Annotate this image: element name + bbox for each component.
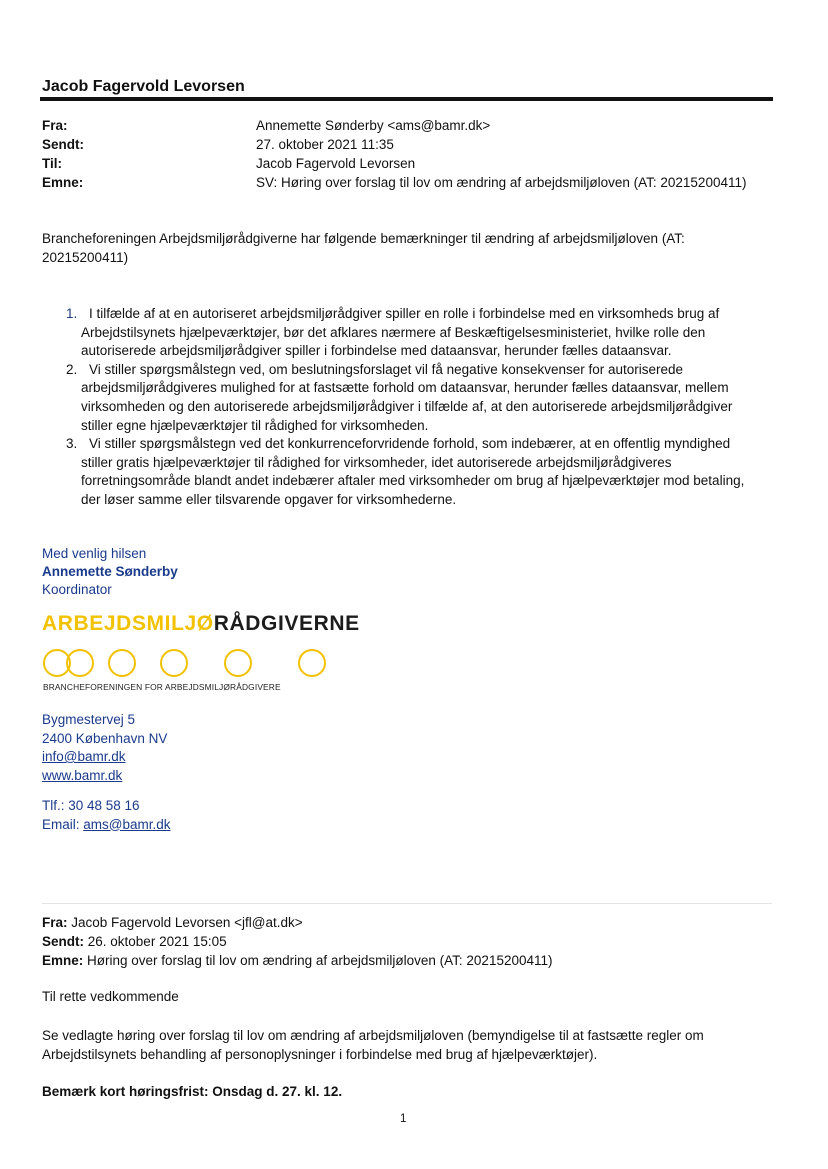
signature-closing: Med venlig hilsen xyxy=(42,546,147,561)
contact-email-link[interactable]: ams@bamr.dk xyxy=(83,816,171,832)
contact-phone: Tlf.: 30 48 58 16 xyxy=(42,798,140,813)
page-number: 1 xyxy=(400,1113,407,1125)
logo-circle xyxy=(299,650,325,676)
meta-value: SV: Høring over forslag til lov om ændring af arbejdsmiljøloven (AT: 20215200411) xyxy=(256,175,747,190)
list-text: Vi stiller spørgsmålstegn ved, om beslutningsforslaget vil få negative konsekvenser for autoriserede arbejdsmiljørådgiveres mulighed for at fastsætte forhold om dataansvar, herunder fælles dataansvar, mellem virksomheden og den autoriserede arbejdsmiljørådgiver i tilfælde af, at den autoriserede arbejdsmiljørådgiver stiller egne hjælpeværktøjer til rådighed for virksomheden. xyxy=(81,361,733,433)
deadline-note: Bemærk kort høringsfrist: Onsdag d. 27. kl. 12. xyxy=(42,1084,343,1099)
contact-email-label: Email: xyxy=(42,816,80,832)
forwarded-header xyxy=(42,913,553,970)
address-email-link[interactable]: info@bamr.dk xyxy=(42,749,126,764)
fwd-from-label: Fra: xyxy=(42,915,68,930)
meta-value: 27. oktober 2021 11:35 xyxy=(256,137,394,152)
logo-subtitle: BRANCHEFORENINGEN FOR ARBEJDSMILJØRÅDGIVERE xyxy=(43,682,281,692)
list-item xyxy=(42,305,762,361)
document-title: Jacob Fagervold Levorsen xyxy=(42,78,245,95)
forwarded-body: Se vedlagte høring over forslag til lov om ændring af arbejdsmiljøloven (bemyndigelse til at fastsætte regler om Arbejdstilsynets behandling af personoplysninger i forbindelse med brug af hjælpeværktøjer). xyxy=(42,1028,704,1062)
meta-value: Jacob Fagervold Levorsen xyxy=(256,156,416,171)
list-number: 2. xyxy=(66,361,78,377)
signature-title: Koordinator xyxy=(42,582,112,597)
fwd-sent-label: Sendt: xyxy=(42,934,84,949)
logo-circle xyxy=(109,650,135,676)
meta-label: Emne: xyxy=(42,175,84,190)
logo-wordmark xyxy=(42,612,360,636)
meta-value: Annemette Sønderby <ams@bamr.dk> xyxy=(256,118,491,133)
logo-word-yellow: ARBEJDSMILJØ xyxy=(42,612,214,635)
fwd-subject-value: Høring over forslag til lov om ændring af arbejdsmiljøloven (AT: 20215200411) xyxy=(87,953,553,968)
fwd-from-value: Jacob Fagervold Levorsen <jfl@at.dk> xyxy=(71,915,303,930)
logo-circle xyxy=(161,650,187,676)
list-item xyxy=(42,361,762,435)
list-number: 3. xyxy=(66,436,78,452)
intro-paragraph: Brancheforeningen Arbejdsmiljørådgiverne har følgende bemærkninger til ændring af arbejdsmiljøloven (AT: 20215200411) xyxy=(42,231,685,265)
address-street: Bygmestervej 5 xyxy=(42,712,136,727)
meta-label: Til: xyxy=(42,156,62,171)
fwd-sent-value: 26. oktober 2021 15:05 xyxy=(87,934,227,949)
meta-label: Fra: xyxy=(42,118,68,133)
address-web-link[interactable]: www.bamr.dk xyxy=(42,767,123,783)
address-city: 2400 København NV xyxy=(42,730,168,746)
logo-circle xyxy=(225,650,251,676)
remarks-list xyxy=(42,305,762,510)
forward-separator xyxy=(42,903,772,904)
fwd-subject-label: Emne: xyxy=(42,953,84,968)
meta-label: Sendt: xyxy=(42,137,84,152)
list-number: 1. xyxy=(66,306,78,321)
logo-circles-icon xyxy=(40,646,340,680)
logo-word-dark: RÅDGIVERNE xyxy=(213,612,360,635)
title-rule xyxy=(40,97,773,101)
address-block xyxy=(42,711,167,785)
signature-block xyxy=(42,545,178,599)
signature-name: Annemette Sønderby xyxy=(42,564,178,579)
list-text: Vi stiller spørgsmålstegn ved det konkurrenceforvridende forhold, som indebærer, at en offentlig myndighed stiller gratis hjælpeværktøjer til rådighed for virksomheder, idet autoriserede arbejdsmiljørådgiveres forretningsområde blandt andet indebærer aftaler med virksomheder om brug af hjælpeværktøjer mod betaling, der løser samme eller tilsvarende opgaver for virksomhederne. xyxy=(81,436,745,507)
greeting: Til rette vedkommende xyxy=(42,989,179,1004)
list-text: I tilfælde af at en autoriseret arbejdsmiljørådgiver spiller en rolle i forbindelse med en virksomheds brug af Arbejdstilsynets hjælpeværktøjer, bør det afklares nærmere af Beskæftigelsesministeriet, hvilke rolle den autoriserede arbejdsmiljørådgiver spiller i forbindelse med dataansvar, herunder fælles dataansvar. xyxy=(81,306,720,359)
list-item xyxy=(42,435,762,509)
contact-block xyxy=(42,797,171,834)
